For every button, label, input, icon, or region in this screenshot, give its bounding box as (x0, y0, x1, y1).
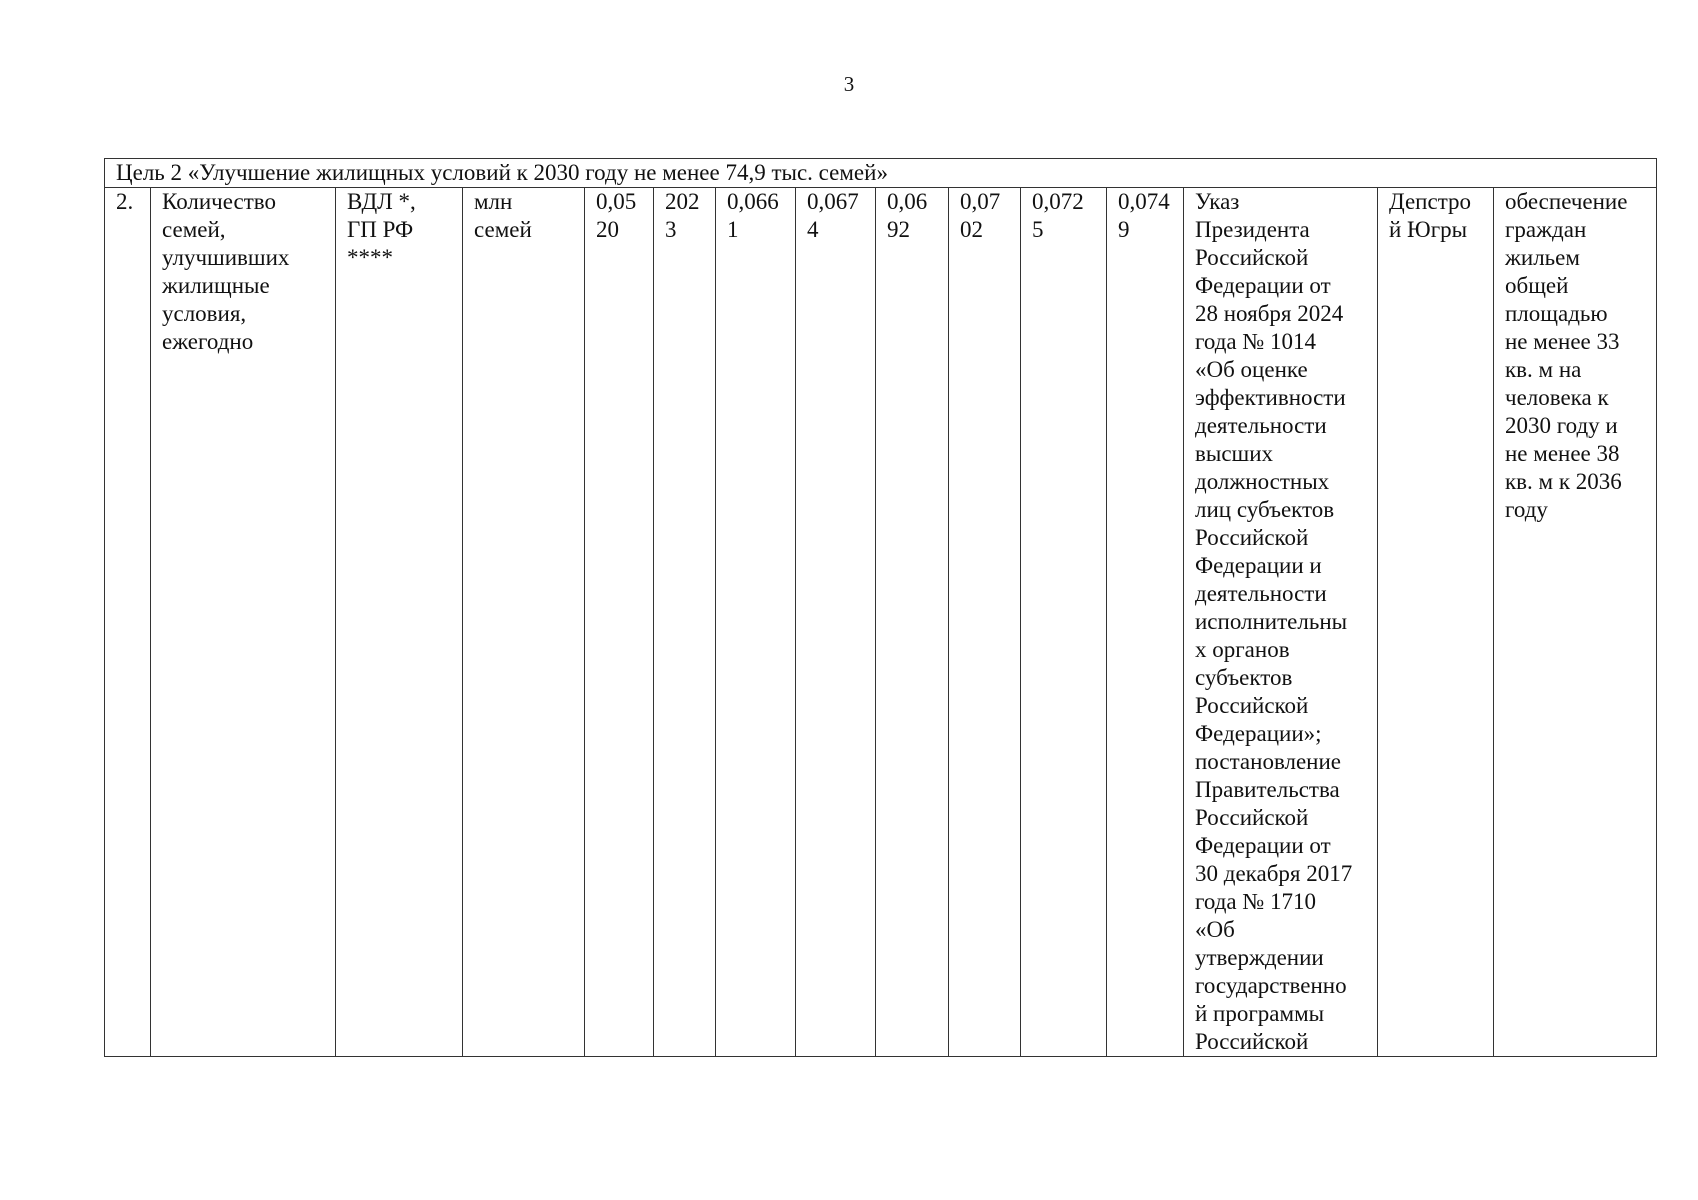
cell-line: деятельности (1195, 413, 1327, 438)
cell-line: должностных (1195, 469, 1330, 494)
cell-line: ежегодно (162, 329, 254, 354)
value-year-6 (1107, 188, 1184, 1057)
cell-line: млн (474, 189, 513, 214)
cell-line: 92 (887, 217, 910, 242)
cell-line: 4 (807, 217, 819, 242)
cell-line: ГП РФ (347, 217, 414, 242)
cell-line: «Об (1195, 917, 1235, 942)
cell-line: 0,07 (960, 189, 1001, 214)
cell-line: Федерации и (1195, 553, 1322, 578)
cell-line: площадью (1505, 301, 1608, 326)
cell-line: й программы (1195, 1001, 1325, 1026)
cell-line: 02 (960, 217, 983, 242)
cell-line: **** (347, 245, 393, 270)
cell-line: 0,06 (887, 189, 928, 214)
value-year-4 (949, 188, 1021, 1057)
cell-line: общей (1505, 273, 1569, 298)
cell-line: ВДЛ *, (347, 189, 416, 214)
cell-line: 5 (1032, 217, 1044, 242)
value-year-5 (1021, 188, 1107, 1057)
cell-line: кв. м к 2036 (1505, 469, 1622, 494)
cell-line: 0,05 (596, 189, 637, 214)
cell-line: 0,067 (807, 189, 859, 214)
cell-line: деятельности (1195, 581, 1327, 606)
cell-line: Российской (1195, 693, 1309, 718)
cell-line: не менее 38 (1505, 441, 1620, 466)
cell-line: Российской (1195, 1029, 1309, 1054)
cell-line: не менее 33 (1505, 329, 1620, 354)
cell-line: Федерации от (1195, 273, 1331, 298)
cell-line: 30 декабря 2017 (1195, 861, 1353, 886)
cell-line: исполнительны (1195, 609, 1348, 634)
cell-line: Указ (1195, 189, 1240, 214)
cell-line: эффективности (1195, 385, 1346, 410)
value-year-1 (716, 188, 796, 1057)
cell-line: 0,074 (1118, 189, 1170, 214)
cell-line: 202 (665, 189, 700, 214)
cell-line: обеспечение (1505, 189, 1628, 214)
indicator-level (336, 188, 463, 1057)
cell-line: Федерации от (1195, 833, 1331, 858)
responsible-body (1378, 188, 1494, 1057)
row-number: 2. (105, 188, 151, 1057)
base-year (654, 188, 716, 1057)
cell-line: 3 (665, 217, 677, 242)
cell-line: Российской (1195, 805, 1309, 830)
unit-of-measure (463, 188, 585, 1057)
cell-line: 0,066 (727, 189, 779, 214)
relation-to-indicator (1494, 188, 1657, 1057)
cell-line: Российской (1195, 245, 1309, 270)
cell-line: Российской (1195, 525, 1309, 550)
cell-line: утверждении (1195, 945, 1324, 970)
indicator-table (104, 158, 1657, 1057)
cell-line: кв. м на (1505, 357, 1582, 382)
base-value (585, 188, 654, 1057)
cell-line: лиц субъектов (1195, 497, 1335, 522)
cell-line: Федерации»; (1195, 721, 1322, 746)
cell-line: года № 1710 (1195, 889, 1317, 914)
cell-line: х органов (1195, 637, 1290, 662)
cell-line: года № 1014 (1195, 329, 1317, 354)
cell-line: 2030 году и (1505, 413, 1618, 438)
table-row (105, 188, 1657, 1057)
cell-line: постановление (1195, 749, 1342, 774)
cell-line: 20 (596, 217, 619, 242)
goal-row (105, 159, 1657, 188)
goal-title: Цель 2 «Улучшение жилищных условий к 2030 году не менее 74,9 тыс. семей» (105, 159, 1657, 188)
cell-line: 28 ноября 2024 (1195, 301, 1344, 326)
cell-line: Количество (162, 189, 276, 214)
value-year-3 (876, 188, 949, 1057)
cell-line: Правительства (1195, 777, 1340, 802)
cell-line: жилищные (162, 273, 270, 298)
cell-line: условия, (162, 301, 247, 326)
cell-line: й Югры (1389, 217, 1468, 242)
cell-line: 0,072 (1032, 189, 1084, 214)
cell-line: граждан (1505, 217, 1587, 242)
cell-line: жильем (1505, 245, 1580, 270)
cell-line: 1 (727, 217, 739, 242)
indicator-name (151, 188, 336, 1057)
cell-line: государственно (1195, 973, 1347, 998)
cell-line: году (1505, 497, 1548, 522)
cell-line: 9 (1118, 217, 1130, 242)
cell-line: человека к (1505, 385, 1609, 410)
cell-line: семей (474, 217, 532, 242)
cell-line: семей, (162, 217, 226, 242)
cell-line: улучшивших (162, 245, 290, 270)
value-year-2 (796, 188, 876, 1057)
cell-line: субъектов (1195, 665, 1293, 690)
cell-line: Депстро (1389, 189, 1472, 214)
page-number: 3 (843, 72, 855, 96)
cell-line: «Об оценке (1195, 357, 1308, 382)
cell-line: высших (1195, 441, 1274, 466)
regulatory-document (1184, 188, 1378, 1057)
cell-line: Президента (1195, 217, 1310, 242)
